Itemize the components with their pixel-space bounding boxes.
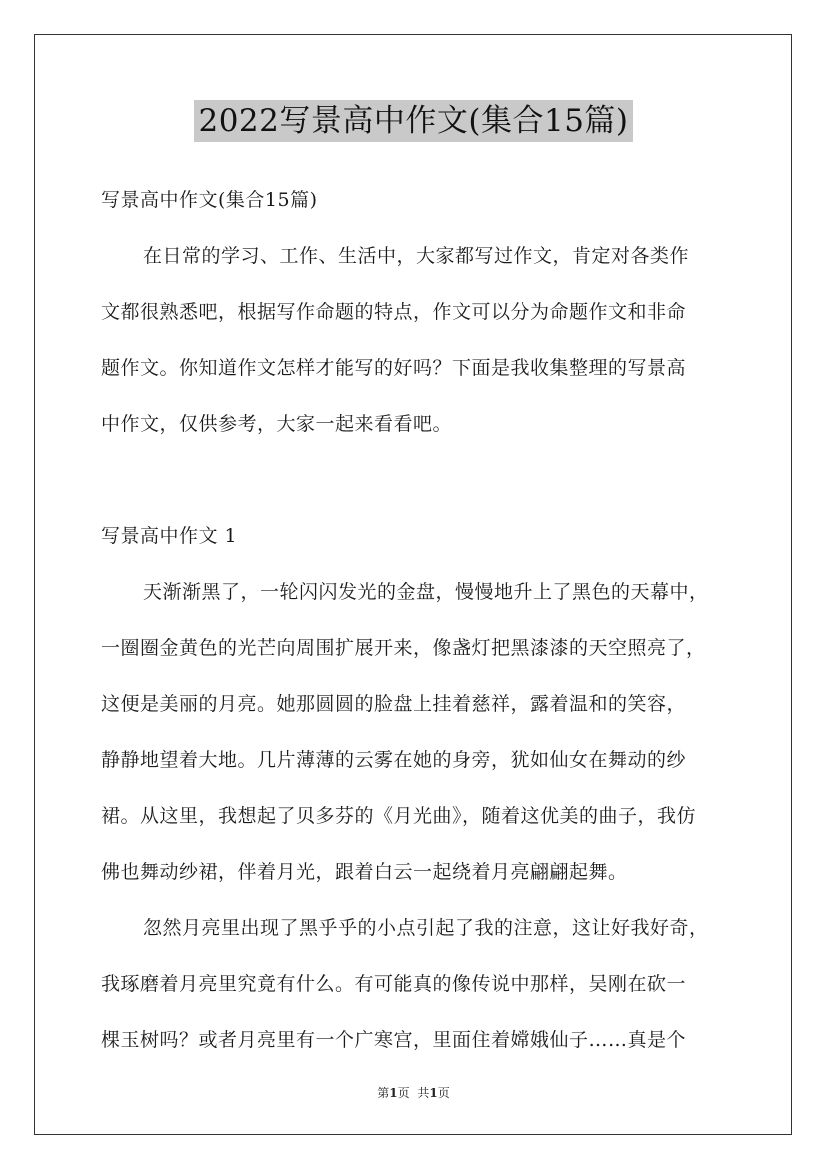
document-title: 2022写景高中作文(集合15篇): [194, 100, 632, 142]
page-current: 1: [389, 1086, 398, 1100]
paragraph-line: 佛也舞动纱裙，伴着月光，跟着白云一起绕着月亮翩翩起舞。: [101, 861, 628, 883]
document-body: [101, 172, 741, 1068]
paragraph-gap: [101, 452, 741, 508]
paragraph-line: 裙。从这里，我想起了贝多芬的《月光曲》，随着这优美的曲子，我仿: [101, 805, 697, 827]
paragraph-line: 静静地望着大地。几片薄薄的云雾在她的身旁，犹如仙女在舞动的纱: [101, 749, 687, 771]
page-suffix: 页: [397, 1086, 410, 1100]
paragraph-line: 忽然月亮里出现了黑乎乎的小点引起了我的注意，这让好我好奇，: [143, 917, 709, 939]
title-container: [0, 100, 827, 142]
page-footer: [0, 1084, 827, 1101]
intro-line: 题作文。你知道作文怎样才能写的好吗？下面是我收集整理的写景高: [101, 357, 687, 379]
paragraph-line: 天渐渐黑了，一轮闪闪发光的金盘，慢慢地升上了黑色的天幕中，: [143, 581, 709, 603]
paragraph-line: 我琢磨着月亮里究竟有什么。有可能真的像传说中那样，吴刚在砍一: [101, 973, 687, 995]
paragraph-line: 这便是美丽的月亮。她那圆圆的脸盘上挂着慈祥，露着温和的笑容，: [101, 693, 687, 715]
intro-line: 在日常的学习、工作、生活中，大家都写过作文，肯定对各类作: [143, 245, 690, 267]
paragraph-line: 棵玉树吗？或者月亮里有一个广寒宫，里面住着嫦娥仙子……真是个: [101, 1029, 687, 1051]
page-prefix: 第: [377, 1086, 390, 1100]
intro-line: 中作文，仅供参考，大家一起来看看吧。: [101, 413, 453, 435]
document-subtitle: 写景高中作文(集合15篇): [101, 189, 318, 211]
paragraph-line: 一圈圈金黄色的光芒向周围扩展开来，像盏灯把黑漆漆的天空照亮了，: [101, 637, 706, 659]
total-prefix: 共: [417, 1086, 430, 1100]
intro-line: 文都很熟悉吧，根据写作命题的特点，作文可以分为命题作文和非命: [101, 301, 687, 323]
section-heading: 写景高中作文 1: [101, 525, 238, 547]
page-total: 1: [429, 1086, 438, 1100]
total-suffix: 页: [437, 1086, 450, 1100]
